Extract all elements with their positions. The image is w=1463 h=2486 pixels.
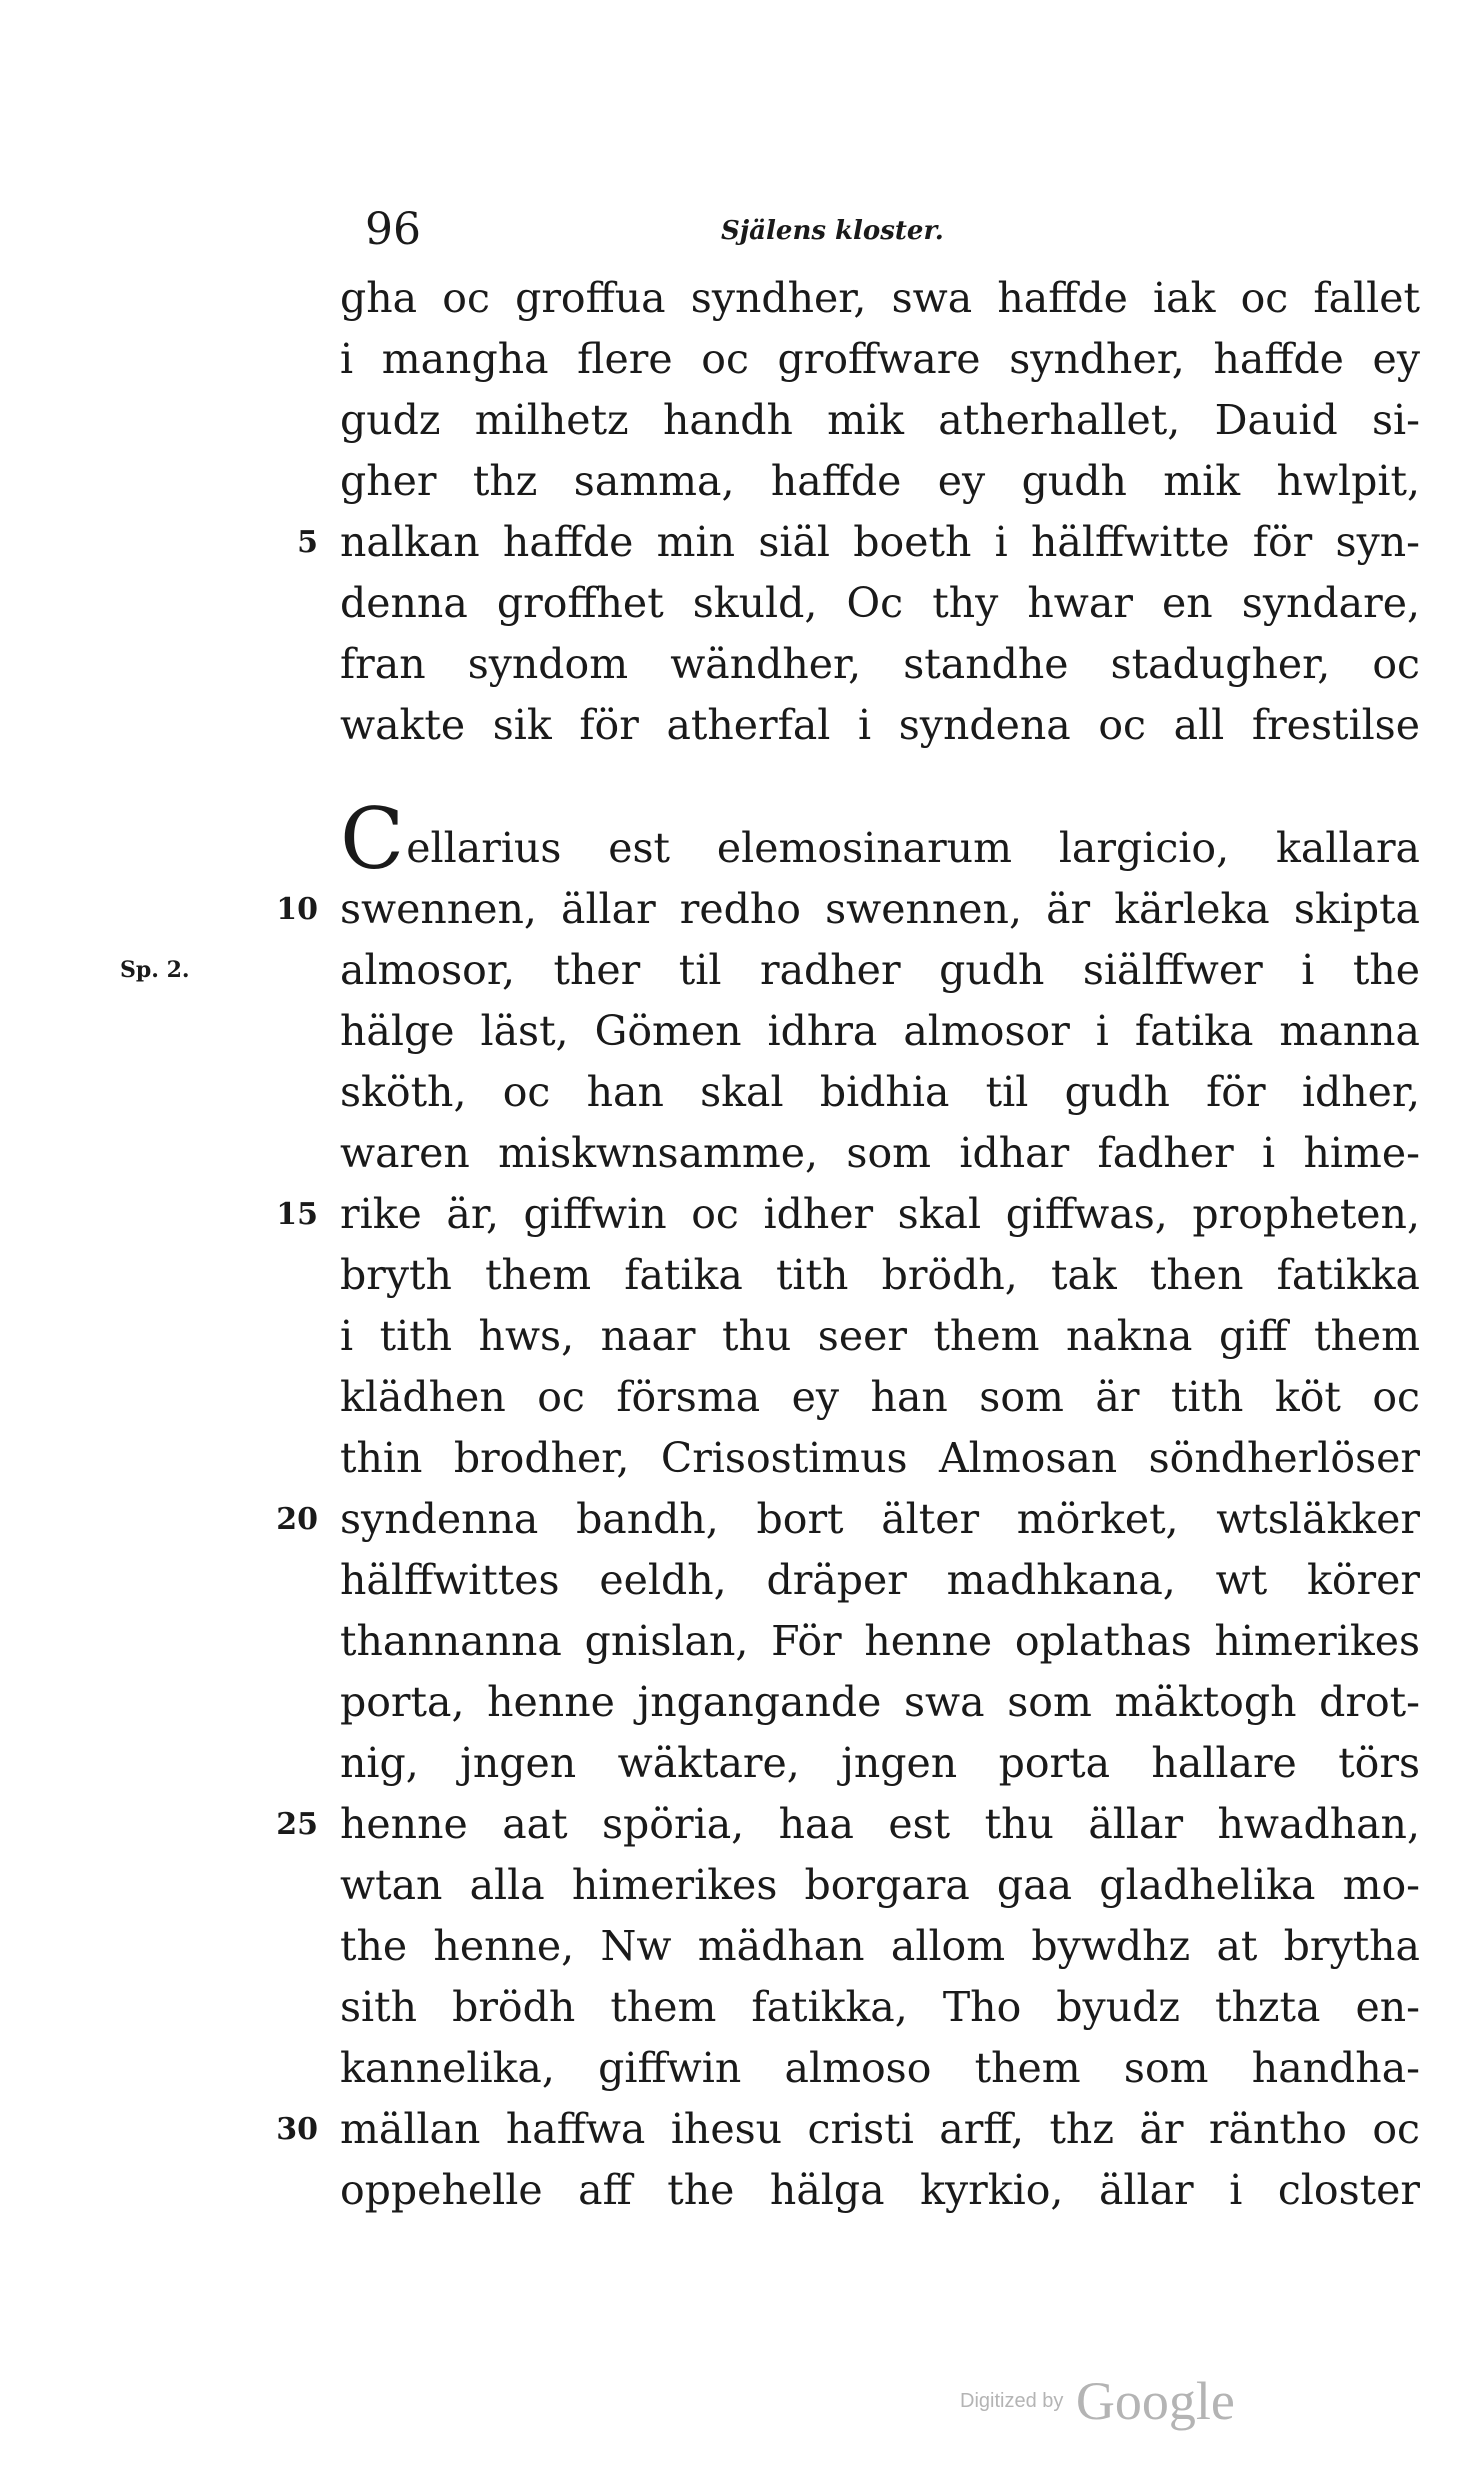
text-line xyxy=(340,1611,1420,1672)
text-line xyxy=(340,1123,1420,1184)
line-text: porta, henne jngangande swa som mäktogh drot- xyxy=(340,1678,1420,1726)
text-line xyxy=(340,268,1420,329)
text-line xyxy=(276,2099,1420,2160)
text-line xyxy=(340,1550,1420,1611)
line-text: thannanna gnislan, För henne oplathas himerikes xyxy=(340,1617,1420,1665)
line-text: henne aat spöria, haa est thu ällar hwadhan, xyxy=(340,1800,1420,1848)
text-line xyxy=(340,2038,1420,2099)
line-text: gha oc groffua syndher, swa haffde iak oc fallet xyxy=(340,274,1420,322)
line-text: gher thz samma, haffde ey gudh mik hwlpit, xyxy=(340,457,1420,505)
line-text: ellarius est elemosinarum largicio, kallara xyxy=(406,824,1420,872)
line-number: 25 xyxy=(276,1807,318,1842)
line-text: oppehelle aff the hälga kyrkio, ällar i closter xyxy=(340,2166,1420,2214)
text-line xyxy=(340,390,1420,451)
text-line xyxy=(276,1184,1420,1245)
text-line xyxy=(340,1428,1420,1489)
page-number: 96 xyxy=(365,204,421,255)
paragraph-gap xyxy=(340,756,1420,818)
line-text: hälge läst, Gömen idhra almosor i fatika manna xyxy=(340,1007,1420,1055)
line-text: rike är, giffwin oc idher skal giffwas, propheten, xyxy=(340,1190,1420,1238)
text-line xyxy=(340,1001,1420,1062)
text-line xyxy=(340,1367,1420,1428)
text-line xyxy=(340,1245,1420,1306)
line-text: sith brödh them fatikka, Tho byudz thzta en- xyxy=(340,1983,1420,2031)
text-line xyxy=(276,1794,1420,1855)
line-number: 20 xyxy=(276,1502,318,1537)
text-line xyxy=(340,790,1420,888)
line-text: swennen, ällar redho swennen, är kärleka skipta xyxy=(340,885,1420,933)
text-line xyxy=(340,2160,1420,2221)
line-text: the henne, Nw mädhan allom bywdhz at brytha xyxy=(340,1922,1420,1970)
line-text: denna groffhet skuld, Oc thy hwar en syndare, xyxy=(340,579,1420,627)
text-line xyxy=(276,879,1420,940)
text-line xyxy=(340,695,1420,756)
line-number: 15 xyxy=(276,1197,318,1232)
line-text: i tith hws, naar thu seer them nakna giff them xyxy=(340,1312,1420,1360)
line-number: 10 xyxy=(276,892,318,927)
text-line xyxy=(340,1672,1420,1733)
digitized-stamp xyxy=(960,2370,1235,2432)
text-line xyxy=(340,329,1420,390)
line-text: syndenna bandh, bort älter mörket, wtsläkker xyxy=(340,1495,1420,1543)
drop-cap: C xyxy=(340,790,405,888)
body-text xyxy=(120,268,1420,2221)
text-line xyxy=(276,1489,1420,1550)
text-line xyxy=(340,573,1420,634)
line-text: gudz milhetz handh mik atherhallet, Dauid si- xyxy=(340,396,1420,444)
page-header xyxy=(365,200,1425,260)
line-text: nalkan haffde min siäl boeth i hälffwitte för syn- xyxy=(340,518,1420,566)
text-line xyxy=(340,1306,1420,1367)
text-line xyxy=(340,1733,1420,1794)
margin-note: Sp. 2. xyxy=(120,957,190,983)
line-text: fran syndom wändher, standhe stadugher, oc xyxy=(340,640,1420,688)
text-line xyxy=(340,1855,1420,1916)
text-line xyxy=(340,1062,1420,1123)
line-text: thin brodher, Crisostimus Almosan söndherlöser xyxy=(340,1434,1420,1482)
text-line xyxy=(120,940,1420,1001)
line-number: 5 xyxy=(297,525,318,560)
line-text: bryth them fatika tith brödh, tak then fatikka xyxy=(340,1251,1420,1299)
line-text: wtan alla himerikes borgara gaa gladhelika mo- xyxy=(340,1861,1420,1909)
line-text: i mangha flere oc groffware syndher, haffde ey xyxy=(340,335,1420,383)
google-logo: Google xyxy=(1075,2371,1235,2431)
text-line xyxy=(340,634,1420,695)
line-text: mällan haffwa ihesu cristi arff, thz är räntho oc xyxy=(340,2105,1420,2153)
line-text: waren miskwnsamme, som idhar fadher i hime- xyxy=(340,1129,1420,1177)
line-text: almosor, ther til radher gudh siälffwer i the xyxy=(340,946,1420,994)
line-text: klädhen oc försma ey han som är tith köt oc xyxy=(340,1373,1420,1421)
digitized-by-label: Digitized by xyxy=(960,2389,1064,2412)
line-number: 30 xyxy=(276,2112,318,2147)
line-text: wakte sik för atherfal i syndena oc all frestilse xyxy=(340,701,1420,749)
running-title: Själens kloster. xyxy=(721,216,944,246)
text-line xyxy=(340,1916,1420,1977)
line-text: sköth, oc han skal bidhia til gudh för idher, xyxy=(340,1068,1420,1116)
line-text: nig, jngen wäktare, jngen porta hallare törs xyxy=(340,1739,1420,1787)
text-line xyxy=(340,1977,1420,2038)
text-line xyxy=(297,512,1420,573)
text-line xyxy=(340,451,1420,512)
line-text: kannelika, giffwin almoso them som handha- xyxy=(340,2044,1420,2092)
line-text: hälffwittes eeldh, dräper madhkana, wt körer xyxy=(340,1556,1420,1604)
